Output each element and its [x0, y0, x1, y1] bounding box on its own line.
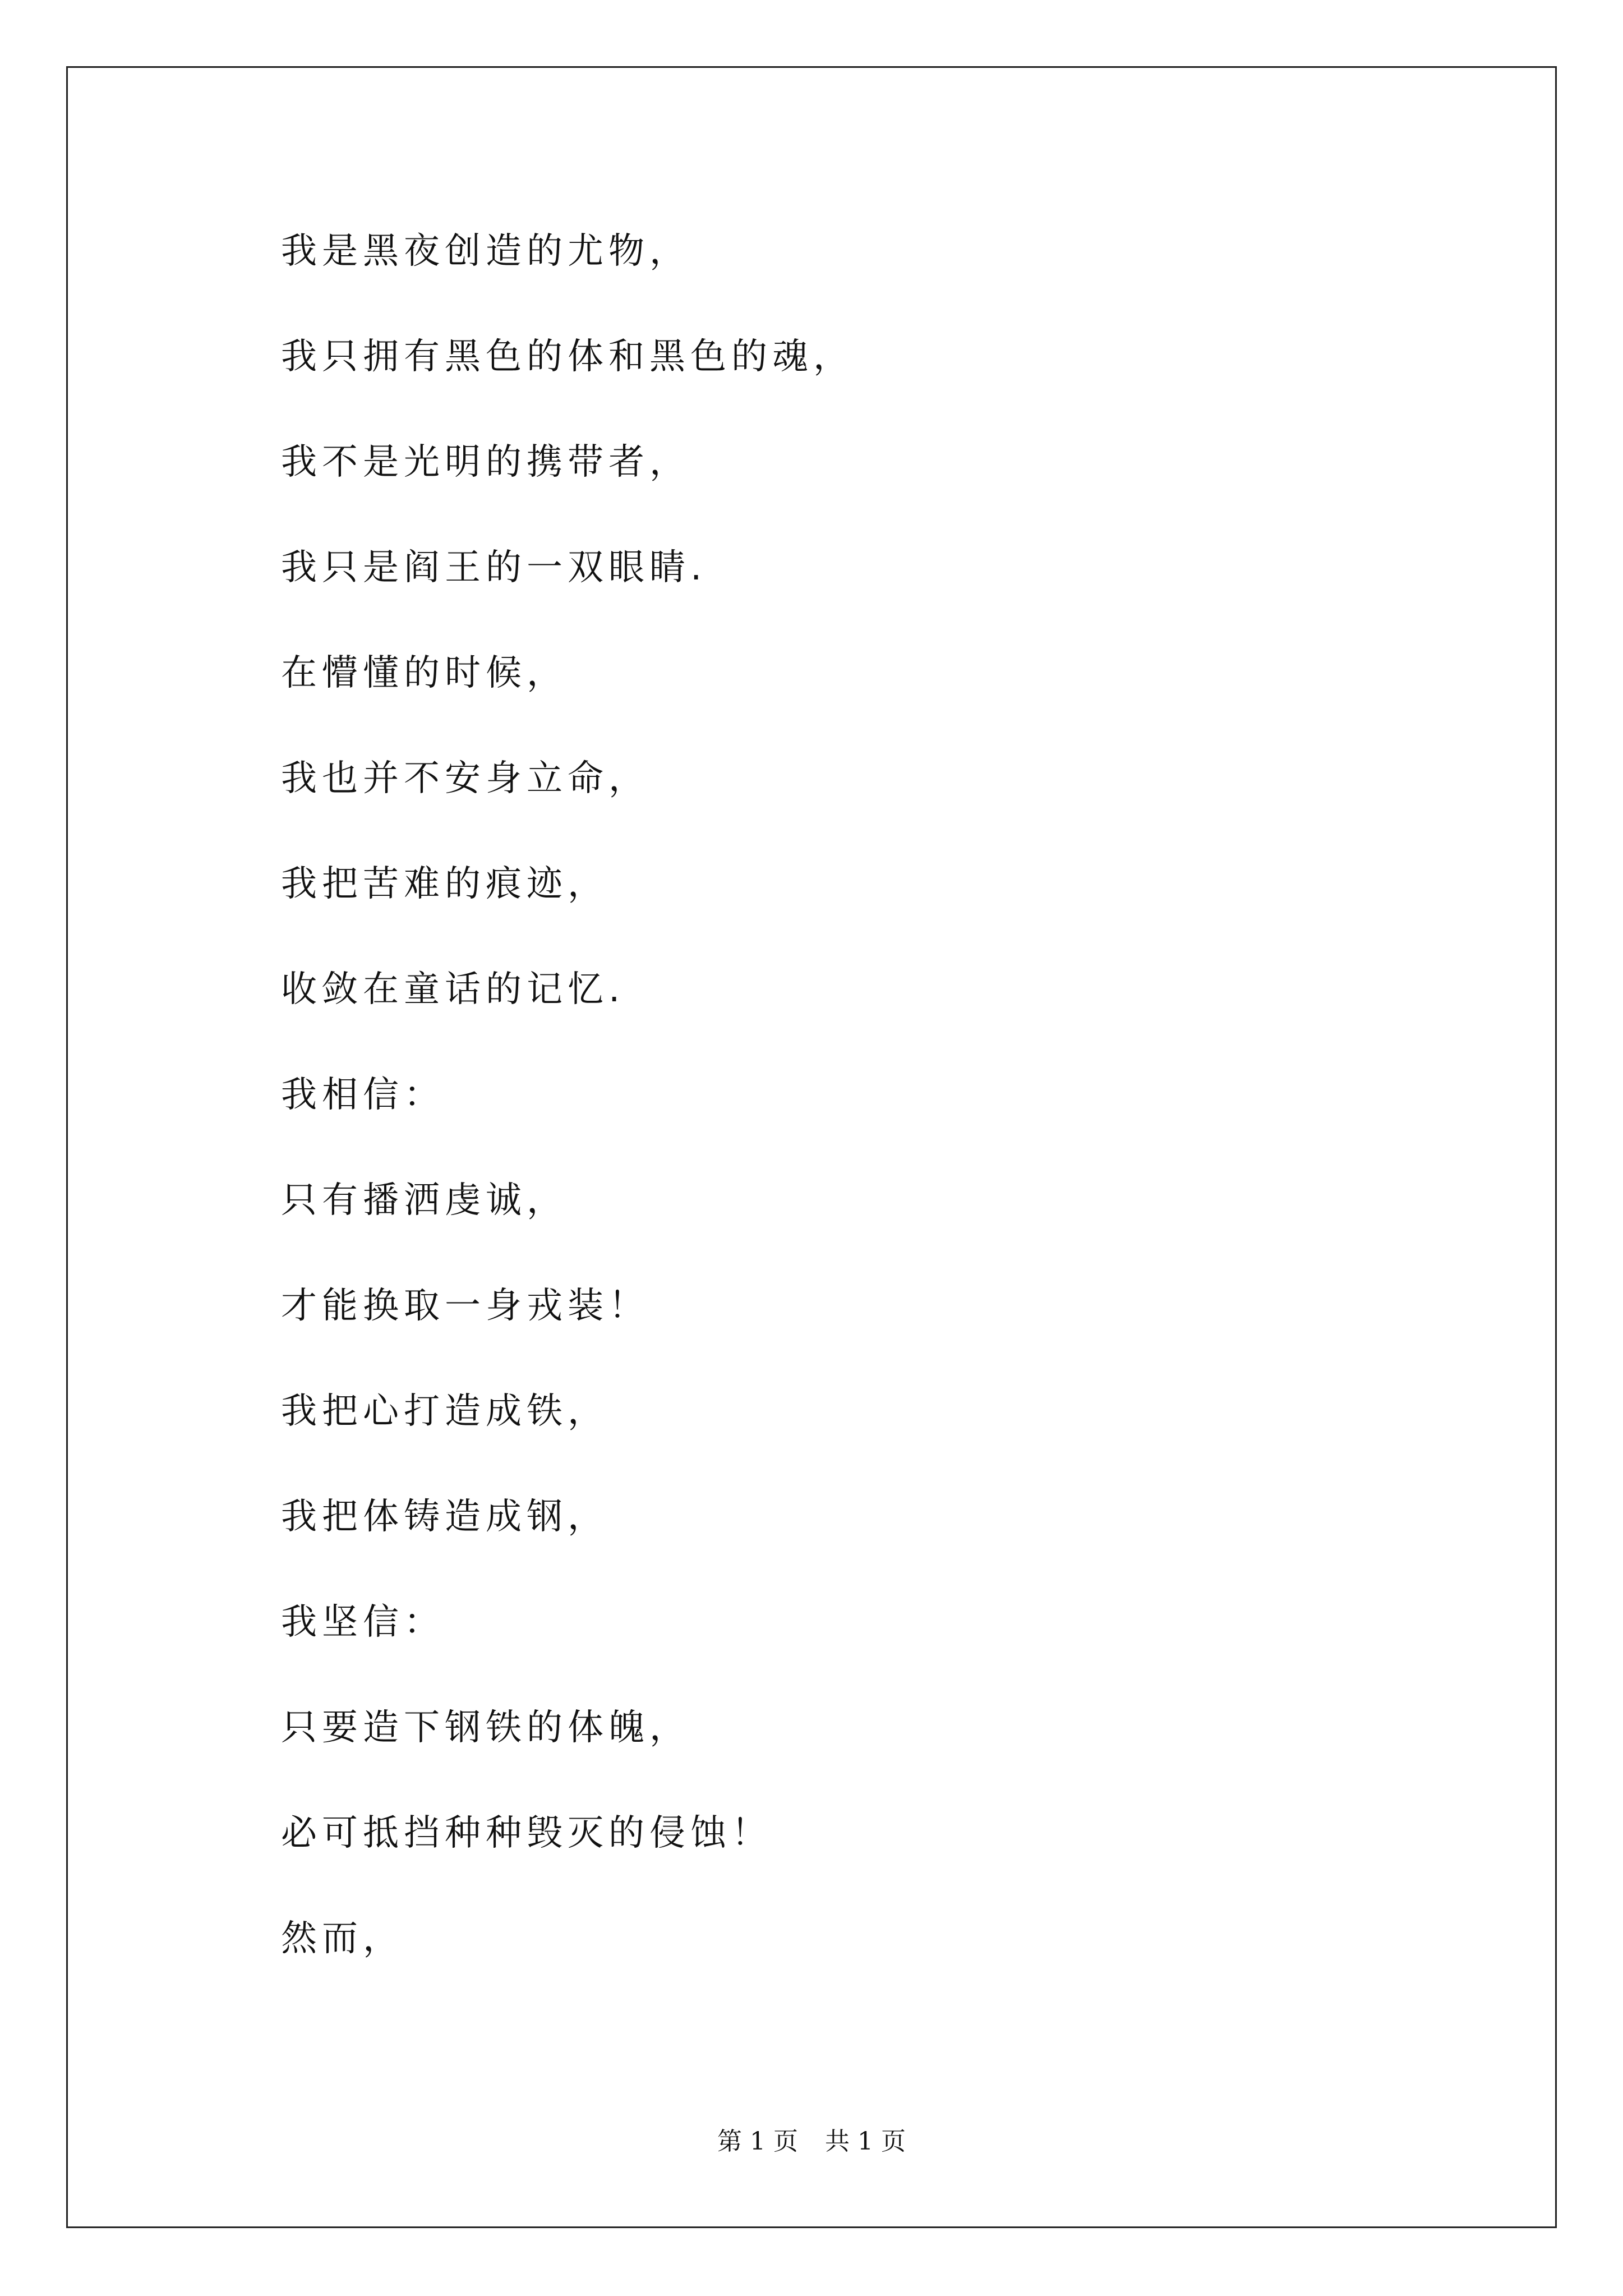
- poem-line: 我只拥有黑色的体和黑色的魂，: [281, 336, 854, 378]
- poem-line: 我把心打造成铁，: [281, 1391, 608, 1432]
- poem-line: 我也并不安身立命，: [281, 758, 649, 799]
- poem-line: 我把体铸造成钢，: [281, 1496, 608, 1538]
- poem-body: [281, 224, 854, 2017]
- poem-line: 收敛在童话的记忆.: [281, 969, 625, 1010]
- poem-line: 才能换取一身戎装！: [281, 1285, 649, 1327]
- poem-line: 我把苦难的痕迹，: [281, 863, 608, 905]
- poem-line: 在懵懂的时候，: [281, 652, 568, 694]
- page-total: 共 1 页: [825, 2127, 906, 2156]
- poem-line: 只要造下钢铁的体魄，: [281, 1707, 690, 1749]
- page-footer: [0, 2126, 1623, 2157]
- poem-line: 我是黑夜创造的尤物，: [281, 231, 690, 272]
- page-number: 第 1 页: [717, 2127, 798, 2156]
- poem-line: 我只是阎王的一双眼睛.: [281, 547, 707, 588]
- poem-line: 我坚信：: [281, 1602, 445, 1643]
- poem-line: 我不是光明的携带者，: [281, 441, 690, 483]
- poem-line: 然而，: [281, 1918, 404, 1959]
- poem-line: 必可抵挡种种毁灭的侵蚀！: [281, 1812, 772, 1854]
- poem-line: 我相信：: [281, 1074, 445, 1116]
- poem-line: 只有播洒虔诚，: [281, 1180, 568, 1221]
